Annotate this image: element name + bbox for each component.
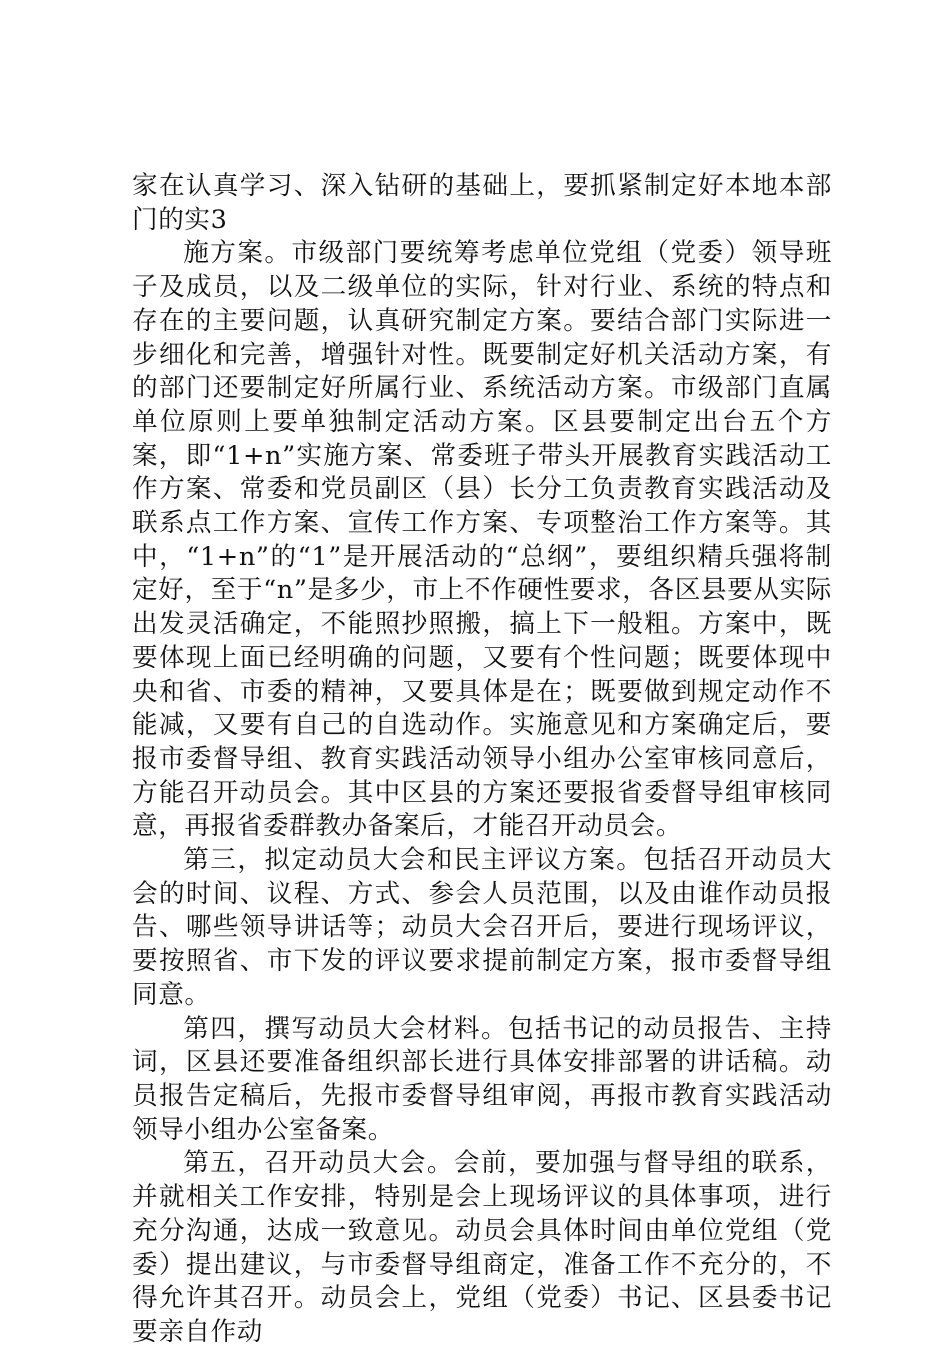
paragraph-3: 第三，拟定动员大会和民主评议方案。包括召开动员大会的时间、议程、方式、参会人员范围，以及由谁作动员报告、哪些领导讲话等；动员大会召开后，要进行现场评议，要按照省、市下发的评议要求提前制定方案，报市委督导组同意。 [132, 845, 832, 1010]
paragraph-5: 第五，召开动员大会。会前，要加强与督导组的联系，并就相关工作安排，特别是会上现场评议的具体事项，进行充分沟通，达成一致意见。动员会具体时间由单位党组（党委）提出建议，与市委督导组商定，准备工作不充分的，不得允许其召开。动员会上，党组（党委）书记、区县委书记要亲自作动 [132, 1148, 832, 1347]
paragraph-2: 施方案。市级部门要统筹考虑单位党组（党委）领导班子及成员，以及二级单位的实际，针对行业、系统的特点和存在的主要问题，认真研究制定方案。要结合部门实际进一步细化和完善，增强针对性。既要制定好机关活动方案，有的部门还要制定好所属行业、系统活动方案。市级部门直属单位原则上要单独制定活动方案。区县要制定出台五个方案，即“1+n”实施方案、常委班子带头开展教育实践活动工作方案、常委和党员副区（县）长分工负责教育实践活动及联系点工作方案、宣传工作方案、专项整治工作方案等。其中，“1+n”的“1”是开展活动的“总纲”，要组织精兵强将制定好，至于“n”是多少，市上不作硬性要求，各区县要从实际出发灵活确定，不能照抄照搬，搞上下一般粗。方案中，既要体现上面已经明确的问题，又要有个性问题；既要体现中央和省、市委的精神，又要具体是在；既要做到规定动作不能减，又要有自己的自选动作。实施意见和方案确定后，要报市委督导组、教育实践活动领导小组办公室审核同意后，方能召开动员会。其中区县的方案还要报省委督导组审核同意，再报省委群教办备案后，才能召开动员会。 [132, 238, 832, 842]
paragraph-4: 第四，撰写动员大会材料。包括书记的动员报告、主持词，区县还要准备组织部长进行具体安排部署的讲话稿。动员报告定稿后，先报市委督导组审阅，再报市教育实践活动领导小组办公室备案。 [132, 1013, 832, 1145]
paragraph-1: 家在认真学习、深入钻研的基础上，要抓紧制定好本地本部门的实3 [132, 171, 832, 235]
document-page [132, 170, 832, 1350]
